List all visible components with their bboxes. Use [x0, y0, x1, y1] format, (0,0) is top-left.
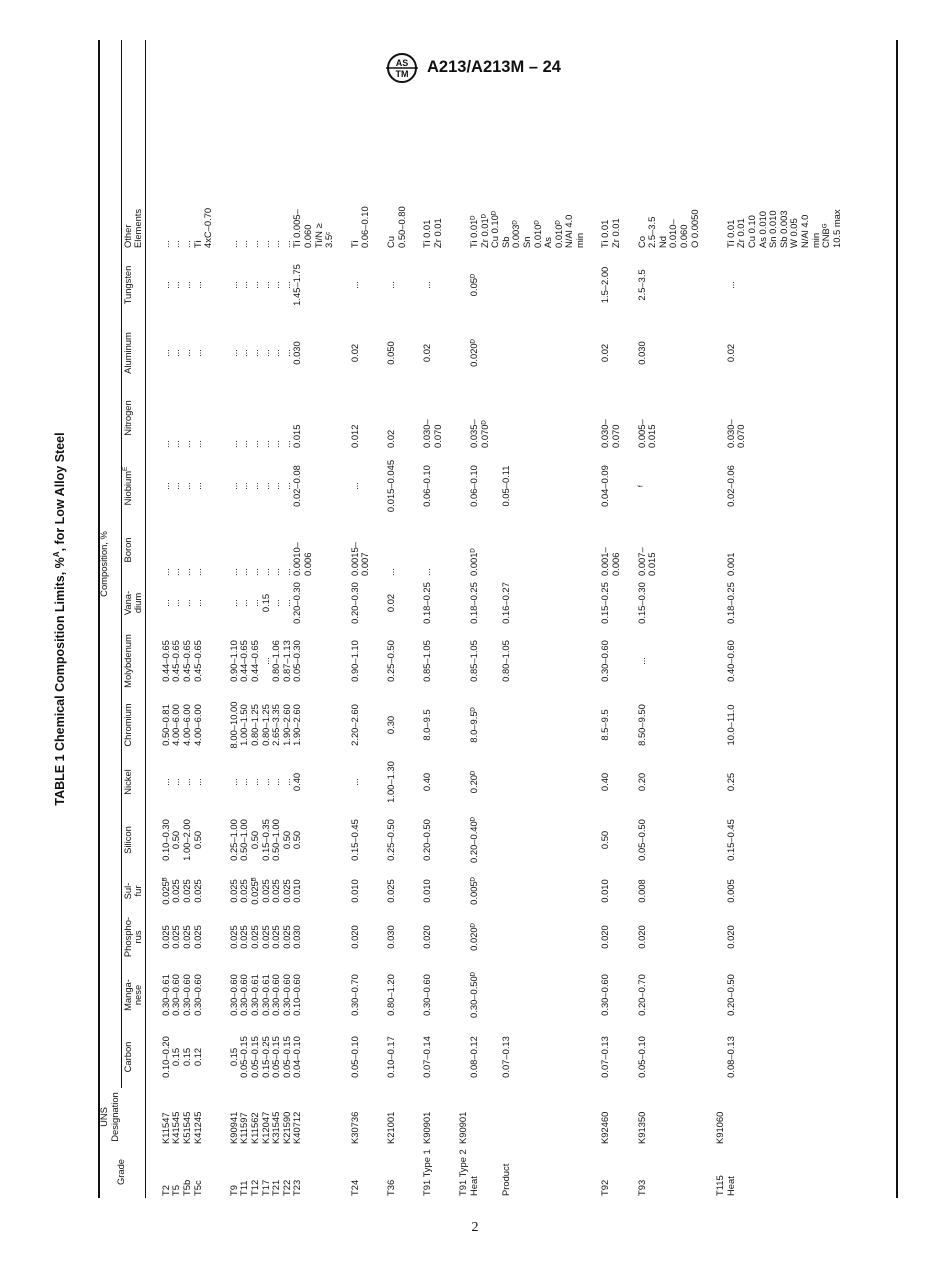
cell-sulfur: 0.005ᴰ [467, 877, 479, 905]
cell-chromium: 10.0–11.0 [724, 704, 736, 746]
cell-phosphorus: 0.030 [384, 925, 396, 949]
cell-sulfur: 0.010 [348, 879, 360, 903]
cell-uns: K91060 [714, 1111, 726, 1144]
cell-niobium: ᶠ [635, 484, 647, 488]
group-spacer-cell [214, 40, 229, 1198]
cell-manganese: 0.20–0.70 [635, 974, 647, 1016]
cell-carbon: 0.08–0.12 0.07–0.13 [467, 1036, 511, 1078]
cell-phosphorus: 0.025 0.025 0.025 0.025 0.025 0.025 0.030 [227, 925, 303, 949]
cell-manganese: 0.30–0.60 0.30–0.60 0.30–0.61 0.30–0.61 0.30–0.60 0.30–0.60 0.10–0.60 [227, 974, 303, 1016]
cell-silicon: 0.25–0.50 [384, 819, 396, 861]
cell-aluminum: 0.02 [421, 343, 433, 363]
cell-aluminum: ... ... ... ... ... ... 0.030 [227, 341, 303, 365]
col-uns-spacer [121, 1088, 145, 1146]
cell-uns: K92460 [599, 1111, 611, 1144]
group-spacer-cell [622, 40, 637, 1198]
group-spacer [335, 40, 350, 1198]
cell-other: ... ... ... ... ... ... Ti 0.005– 0.060 Ti/N ≥ 3.5ᶜ [227, 209, 335, 248]
col-niobium-footnote: E [121, 466, 129, 471]
cell-vanadium: 0.20–0.30 [348, 582, 360, 624]
cell-phosphorus: 0.020 [421, 925, 433, 949]
cell-boron: ... ... ... ... ... ... 0.0010– 0.006 [227, 542, 313, 576]
rotated-table-region [52, 40, 896, 1198]
cell-tungsten: ... ... ... ... ... ... 1.45–1.75 [227, 264, 303, 306]
cell-grade: T115 Heat [714, 1175, 736, 1196]
svg-text:TM: TM [395, 69, 409, 79]
group-spacer [585, 40, 600, 1198]
cell-other: Ti 0.01ᴰ Zr 0.01ᴰ Cu 0.10ᴰ Sb 0.003ᴰ Sn 0.010ᴰ As 0.010ᴰ N/Al 4.0 min [467, 210, 585, 248]
cell-niobium: 0.06–0.10 0.05–0.11 [467, 465, 511, 507]
col-tungsten: Tungsten [121, 250, 145, 320]
cell-silicon: 0.20–0.50 [421, 819, 433, 861]
svg-text:AS: AS [395, 58, 409, 68]
cell-manganese: 0.30–0.70 [348, 974, 360, 1016]
cell-boron: 0.0015– 0.007 [348, 542, 371, 576]
table-title-footnote: A [51, 551, 61, 558]
cell-phosphorus: 0.020 [724, 925, 736, 949]
cell-other: ... ... ... Ti 4xC–0.70 [159, 207, 214, 248]
table-bottom-rule [896, 40, 898, 1198]
cell-vanadium: 0.15–0.30 [635, 582, 647, 624]
cell-nickel: 1.00–1.30 [384, 761, 396, 803]
cell-nitrogen: 0.030– 0.070 [421, 419, 443, 448]
col-molybdenum: Molybdenum [121, 628, 145, 694]
col-other: Other Elements [121, 40, 145, 250]
cell-molybdenum: 0.90–1.10 [348, 640, 360, 682]
cell-niobium: 0.06–0.10 [421, 465, 433, 507]
col-grade: Grade [98, 1146, 145, 1198]
cell-grade: T92 [599, 1179, 611, 1196]
col-nickel: Nickel [121, 756, 145, 808]
col-carbon: Carbon [121, 1026, 145, 1088]
cell-manganese: 0.30–0.60 [599, 974, 611, 1016]
cell-molybdenum: 0.44–0.65 0.45–0.65 0.45–0.65 0.45–0.65 [159, 640, 203, 682]
cell-aluminum: 0.02 [599, 343, 611, 363]
group-spacer [407, 40, 422, 1198]
cell-tungsten: ... ... ... ... [159, 281, 203, 289]
cell-aluminum: 0.050 [384, 341, 396, 365]
cell-silicon: 0.20–0.40ᴰ [467, 817, 479, 863]
cell-phosphorus: 0.020 [348, 925, 360, 949]
cell-nickel: ... ... ... ... [159, 778, 203, 786]
group-spacer [371, 40, 386, 1198]
cell-nickel: ... ... ... ... ... ... 0.40 [227, 772, 303, 792]
cell-carbon: 0.15 0.05–0.15 0.05–0.15 0.15–0.25 0.05–0.15 0.05–0.15 0.04–0.10 [227, 1036, 303, 1078]
cell-boron: 0.001ᴰ [467, 548, 479, 576]
cell-sulfur: 0.025 0.025 0.025ᴮ 0.025 0.025 0.025 0.010 [227, 877, 303, 905]
col-uns: UNS Designation [98, 1092, 120, 1142]
cell-nickel: 0.20ᴰ [467, 770, 479, 794]
group-spacer-cell [700, 40, 715, 1198]
cell-sulfur: 0.010 [599, 879, 611, 903]
cell-grade: T24 [348, 1179, 360, 1196]
cell-molybdenum: 0.90–1.10 0.44–0.65 0.44–0.65 ... 0.80–1.06 0.87–1.13 0.05–0.30 [227, 640, 303, 682]
cell-silicon: 0.10–0.30 0.50 1.00–2.00 0.50 [159, 819, 203, 861]
cell-chromium: 2.20–2.60 [348, 704, 360, 746]
cell-molybdenum: 0.30–0.60 [599, 640, 611, 682]
cell-vanadium: 0.18–0.25 0.16–0.27 [467, 582, 511, 624]
cell-chromium: 8.00–10.00 1.00–1.50 0.80–1.25 0.80–1.25 2.65–3.35 1.90–2.60 1.90–2.60 [227, 701, 303, 749]
cell-manganese: 0.30–0.60 [421, 974, 433, 1016]
cell-other: Ti 0.01 Zr 0.01 [599, 218, 622, 248]
page-number: 2 [471, 1220, 479, 1235]
composition-table [98, 40, 842, 1198]
cell-nitrogen: 0.030– 0.070 [724, 419, 747, 448]
group-spacer-cell [371, 40, 386, 1198]
cell-tungsten: ... [348, 281, 360, 289]
cell-carbon: 0.07–0.13 [599, 1036, 611, 1078]
cell-boron: 0.007– 0.015 [635, 547, 658, 576]
group-spacer-cell [145, 40, 161, 1198]
cell-silicon: 0.15–0.45 [348, 819, 360, 861]
cell-nitrogen: 0.030– 0.070 [599, 419, 622, 448]
cell-niobium: 0.02–0.06 [724, 465, 736, 507]
cell-nitrogen: 0.005– 0.015 [635, 419, 658, 448]
table-title-suffix: , for Low Alloy Steel [53, 432, 67, 552]
cell-uns: K11547 K41545 K51545 K41245 [159, 1111, 203, 1144]
cell-boron: 0.001 [724, 552, 736, 576]
cell-grade: T36 [384, 1179, 396, 1196]
cell-molybdenum: 0.85–1.05 0.80–1.05 [467, 640, 511, 682]
col-silicon: Silicon [121, 808, 145, 872]
table-row [715, 40, 842, 1198]
col-phosphorus: Phospho- rus [121, 910, 145, 964]
cell-carbon: 0.05–0.10 [635, 1036, 647, 1078]
cell-vanadium: ... ... ... ... [159, 599, 203, 607]
col-nitrogen: Nitrogen [121, 386, 145, 450]
cell-grade: T91 Type 1 [421, 1149, 433, 1196]
cell-grade: T2 T5 T5b T5c [159, 1179, 203, 1196]
cell-carbon: 0.10–0.17 [384, 1036, 396, 1078]
col-chromium: Chromium [121, 694, 145, 756]
table-row [386, 40, 407, 1198]
cell-grade: T91 Type 2 Heat Product [457, 1149, 511, 1196]
cell-aluminum: ... ... ... ... [159, 349, 203, 357]
cell-carbon: 0.08–0.13 [724, 1036, 736, 1078]
cell-silicon: 0.15–0.45 [724, 819, 736, 861]
cell-niobium: ... ... ... ... ... ... 0.02–0.08 [227, 465, 303, 507]
cell-nitrogen: 0.012 [348, 424, 360, 448]
cell-silicon: 0.50 [599, 830, 611, 850]
cell-sulfur: 0.025ᴮ 0.025 0.025 0.025 [159, 877, 203, 905]
cell-carbon: 0.10–0.20 0.15 0.15 0.12 [159, 1036, 203, 1078]
cell-nitrogen: ... ... ... ... [159, 440, 203, 448]
cell-uns: K21001 [384, 1111, 396, 1144]
cell-niobium: 0.015–0.045 [384, 459, 396, 513]
col-vanadium: Vana- dium [121, 578, 145, 628]
cell-other: Ti 0.06–0.10 [348, 206, 371, 248]
cell-tungsten: 0.05ᴰ [467, 273, 479, 297]
cell-grade: T9 T11 T12 T17 T21 T22 T23 [227, 1179, 303, 1196]
group-spacer-cell [585, 40, 600, 1198]
group-spacer [145, 40, 161, 1198]
cell-other: Co 2.5–3.5 Nd 0.010– 0.060 O 0.0050 [635, 209, 700, 248]
group-spacer [622, 40, 637, 1198]
cell-vanadium: 0.15–0.25 [599, 582, 611, 624]
cell-chromium: 8.0–9.5ᴰ [467, 707, 479, 743]
cell-manganese: 0.20–0.50 [724, 974, 736, 1016]
cell-niobium: ... [348, 482, 360, 490]
col-manganese: Manga- nese [121, 964, 145, 1026]
cell-silicon: 0.25–1.00 0.50–1.00 0.50 0.15–0.35 0.50–1.00 0.50 0.50 [227, 819, 303, 861]
group-spacer-cell [443, 40, 458, 1198]
group-spacer-cell [335, 40, 350, 1198]
cell-uns: K90941 K11597 K11562 K12047 K31545 K21590 K40712 [227, 1111, 303, 1144]
group-spacer [443, 40, 458, 1198]
table-row [350, 40, 371, 1198]
cell-carbon: 0.07–0.14 [421, 1036, 433, 1078]
document-id: A213/A213M – 24 [427, 58, 561, 76]
cell-chromium: 8.0–9.5 [421, 709, 433, 741]
col-niobium [121, 450, 145, 522]
cell-nitrogen: 0.02 [384, 429, 396, 448]
cell-uns: K91350 [635, 1111, 647, 1144]
cell-other: Ti 0.01 Zr 0.01 [421, 218, 443, 248]
cell-molybdenum: 0.85–1.05 [421, 640, 433, 682]
cell-tungsten: ... [724, 281, 736, 289]
cell-aluminum: 0.02 [348, 343, 360, 363]
cell-carbon: 0.05–0.10 [348, 1036, 360, 1078]
col-sulfur: Sul- fur [121, 872, 145, 910]
cell-boron: 0.001– 0.006 [599, 547, 622, 576]
table-row [637, 40, 701, 1198]
cell-phosphorus: 0.020ᴰ [467, 923, 479, 951]
cell-other: Cu 0.50–0.80 [384, 206, 407, 248]
table-title [52, 40, 68, 1198]
cell-nickel: 0.40 [421, 772, 433, 792]
cell-aluminum: 0.020ᴰ [467, 339, 479, 367]
cell-uns: K90901 [421, 1111, 433, 1144]
cell-nickel: ... [348, 778, 360, 786]
cell-sulfur: 0.025 [384, 879, 396, 903]
col-boron: Boron [121, 522, 145, 578]
table-row [600, 40, 621, 1198]
cell-chromium: 8.50–9.50 [635, 704, 647, 746]
cell-phosphorus: 0.020 [599, 925, 611, 949]
cell-manganese: 0.80–1.20 [384, 974, 396, 1016]
table-row [229, 40, 335, 1198]
cell-sulfur: 0.005 [724, 879, 736, 903]
cell-vanadium: 0.02 [384, 593, 396, 613]
cell-phosphorus: 0.020 [635, 925, 647, 949]
cell-nitrogen: 0.035– 0.070ᴰ [467, 419, 490, 448]
table-row [422, 40, 443, 1198]
cell-manganese: 0.30–0.61 0.30–0.60 0.30–0.60 0.30–0.60 [159, 974, 203, 1016]
cell-tungsten: 2.5–3.5 [635, 269, 647, 301]
cell-niobium: 0.04–0.09 [599, 465, 611, 507]
cell-uns: K30736 [348, 1111, 360, 1144]
cell-grade: T93 [635, 1179, 647, 1196]
cell-uns: K90901 [457, 1111, 469, 1144]
cell-boron: ... [384, 568, 396, 576]
group-spacer [700, 40, 715, 1198]
col-aluminum: Aluminum [121, 320, 145, 386]
group-spacer-cell [407, 40, 422, 1198]
cell-aluminum: 0.02 [724, 343, 736, 363]
cell-molybdenum: 0.25–0.50 [384, 640, 396, 682]
cell-niobium: ... ... ... ... [159, 482, 203, 490]
cell-vanadium: 0.18–0.25 [724, 582, 736, 624]
cell-tungsten: ... [384, 281, 396, 289]
table-body [145, 40, 842, 1198]
cell-boron: ... [421, 568, 433, 576]
cell-phosphorus: 0.025 0.025 0.025 0.025 [159, 925, 203, 949]
table-title-text: TABLE 1 Chemical Composition Limits, % [53, 557, 67, 806]
cell-sulfur: 0.010 [421, 879, 433, 903]
cell-manganese: 0.30–0.50ᴰ [467, 972, 479, 1018]
cell-boron: ... ... ... ... [159, 568, 203, 576]
cell-other: Ti 0.01 Zr 0.01 Cu 0.10 As 0.010 Sn 0.010 Sb 0.003 W 0.05 N/Al 4.0 min CNBᴳ 10.5 max [724, 209, 842, 248]
cell-tungsten: ... [421, 281, 433, 289]
cell-molybdenum: ... [635, 657, 647, 665]
table-row [161, 40, 214, 1198]
table-row [458, 40, 585, 1198]
cell-vanadium: 0.18–0.25 [421, 582, 433, 624]
cell-nickel: 0.40 [599, 772, 611, 792]
cell-sulfur: 0.008 [635, 879, 647, 903]
cell-chromium: 8.5–9.5 [599, 709, 611, 741]
group-spacer [214, 40, 229, 1198]
composition-header: Composition, % [98, 40, 121, 1088]
cell-vanadium: ... ... ... 0.15 ... ... 0.20–0.30 [227, 582, 303, 624]
col-niobium-label: Niobium [121, 470, 133, 506]
cell-silicon: 0.05–0.50 [635, 819, 647, 861]
cell-chromium: 0.50–0.81 4.00–6.00 4.00–6.00 4.00–6.00 [159, 704, 203, 746]
cell-nickel: 0.20 [635, 772, 647, 792]
cell-molybdenum: 0.40–0.60 [724, 640, 736, 682]
cell-nitrogen: ... ... ... ... ... ... 0.015 [227, 424, 303, 448]
cell-aluminum: 0.030 [635, 341, 647, 365]
cell-nickel: 0.25 [724, 772, 736, 792]
cell-tungsten: 1.5–2.00 [599, 266, 611, 304]
cell-chromium: 0.30 [384, 715, 396, 735]
